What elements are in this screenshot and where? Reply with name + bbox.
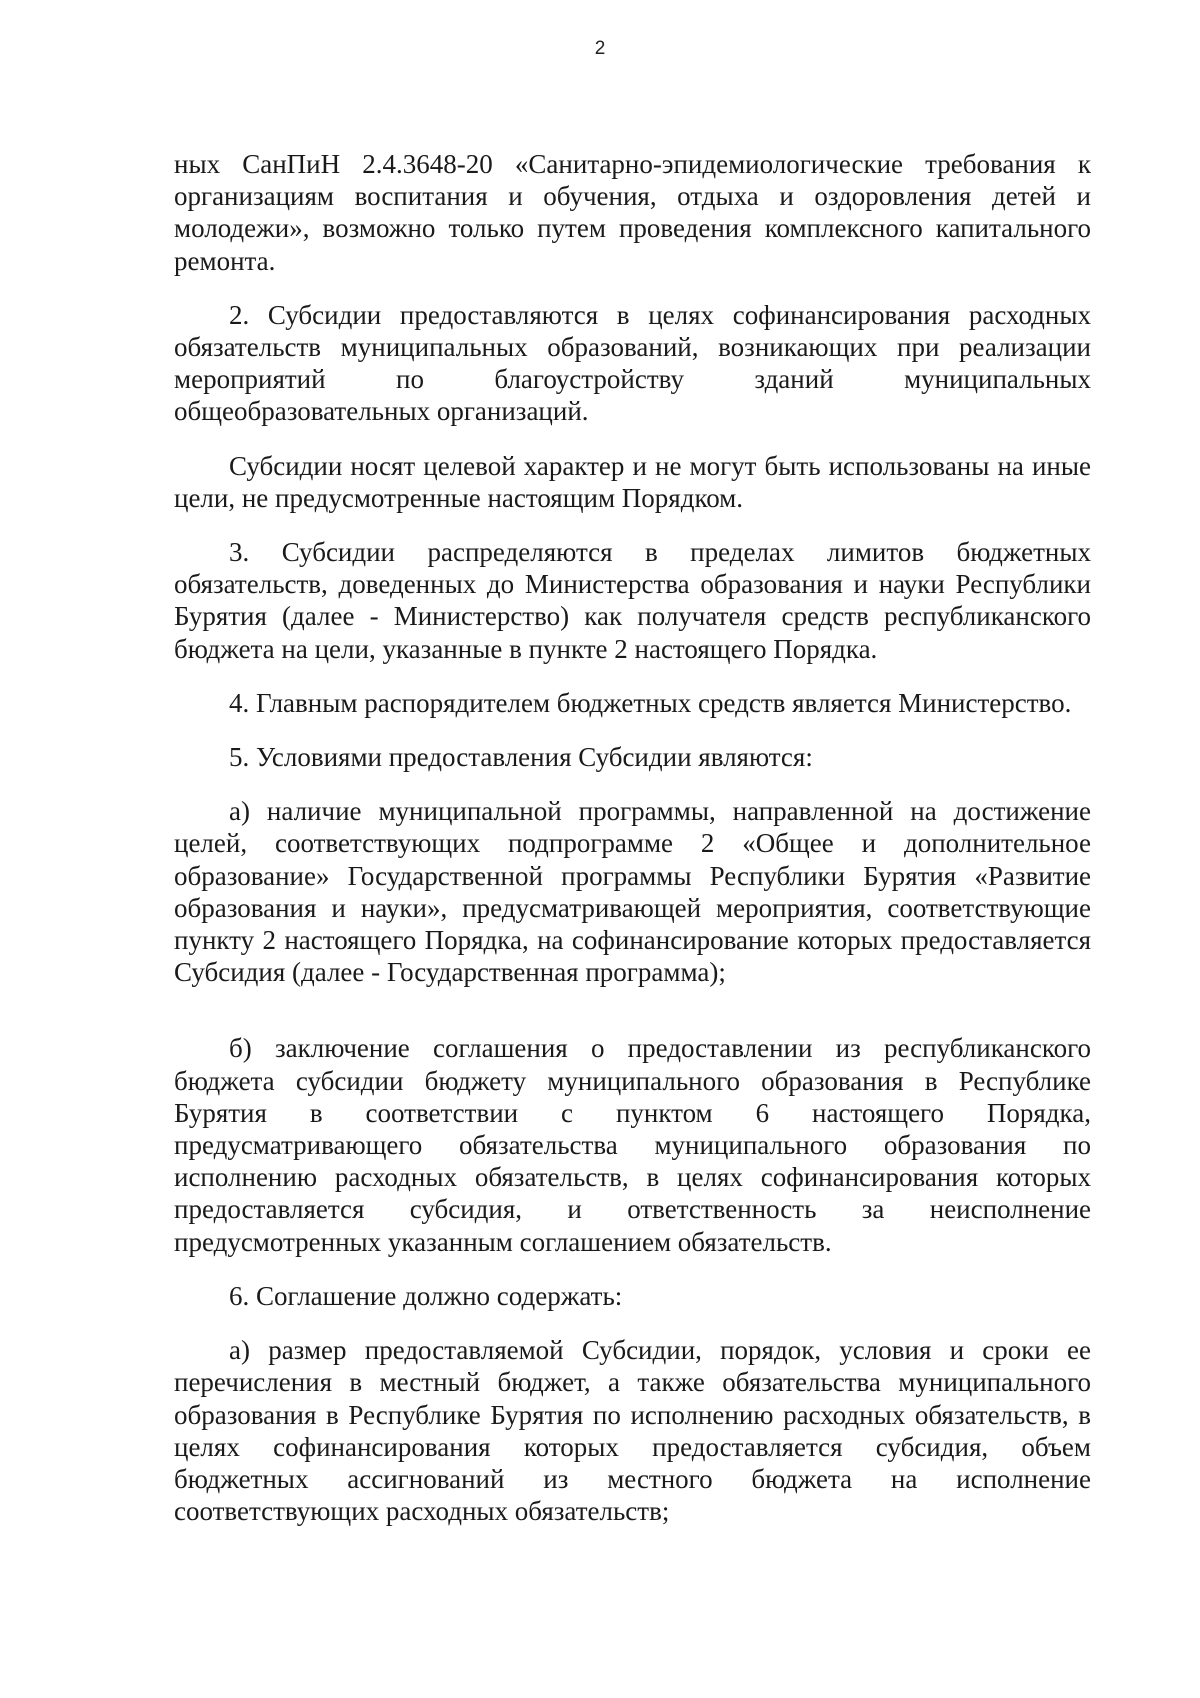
paragraph-purpose-note: Субсидии носят целевой характер и не могут быть использованы на иные цели, не предусмотренные настоящим Порядком. — [174, 450, 1091, 513]
paragraph-item-6a: а) размер предоставляемой Субсидии, порядок, условия и сроки ее перечисления в местный бюджет, а также обязательства муниципального образования в Республике Бурятия по исполнению расходных обязательств, в целях софинансирования которых предоставляется субсидия, объем бюджетных ассигнований из местного бюджета на исполнение соответствующих расходных обязательств; — [174, 1335, 1091, 1527]
page-number: 2 — [594, 38, 606, 59]
paragraph-item-6: 6. Соглашение должно содержать: — [229, 1280, 623, 1311]
paragraph-item-5b: б) заключение соглашения о предоставлении из республиканского бюджета субсидии бюджету муниципального образования в Республике Бурятия в соответствии с пунктом 6 настоящего Порядка, предусматривающего обязательства муниципального образования по исполнению расходных обязательств, в целях софинансирования которых предоставляется субсидия, и ответственность за неисполнение предусмотренных указанным соглашением обязательств. — [174, 1033, 1091, 1257]
paragraph-item-3: 3. Субсидии распределяются в пределах лимитов бюджетных обязательств, доведенных до Министерства образования и науки Республики Бурятия (далее - Министерство) как получателя средств республиканского бюджета на цели, указанные в пункте 2 настоящего Порядка. — [174, 537, 1091, 664]
paragraph-item-2: 2. Субсидии предоставляются в целях софинансирования расходных обязательств муниципальных образований, возникающих при реализации мероприятий по благоустройству зданий муниципальных общеобразовательных организаций. — [174, 299, 1091, 427]
document-body — [174, 148, 1091, 1527]
paragraph-item-5: 5. Условиями предоставления Субсидии являются: — [229, 742, 813, 773]
paragraph-item-5a: а) наличие муниципальной программы, направленной на достижение целей, соответствующих подпрограмме 2 «Общее и дополнительное образование» Государственной программы Республики Бурятия «Развитие образования и науки», предусматривающей мероприятия, соответствующие пункту 2 настоящего Порядка, на софинансирование которых предоставляется Субсидия (далее - Государственная программа); — [174, 796, 1091, 988]
paragraph-item-4: 4. Главным распорядителем бюджетных средств является Министерство. — [229, 687, 1072, 718]
paragraph-continuation: ных СанПиН 2.4.3648-20 «Санитарно-эпидемиологические требования к организациям воспитания и обучения, отдыха и оздоровления детей и молодежи», возможно только путем проведения комплексного капитального ремонта. — [174, 149, 1091, 276]
